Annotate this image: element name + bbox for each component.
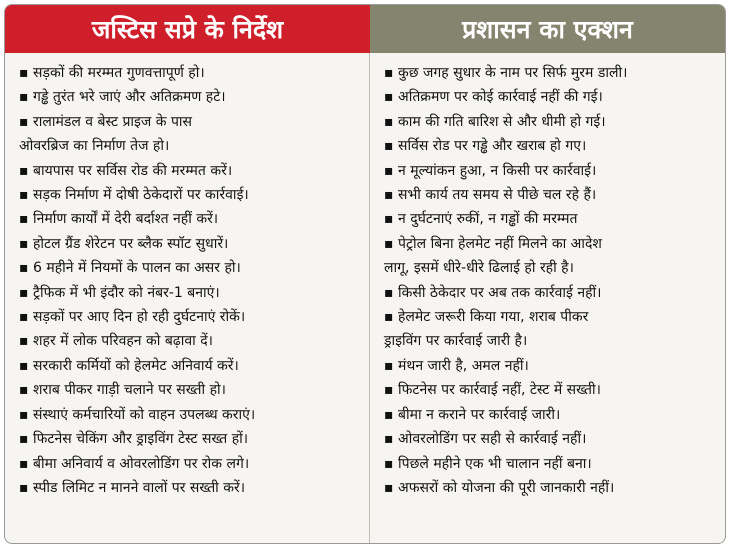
bullet-icon: ▪ [384,309,394,326]
bullet-icon: ▪ [384,382,394,399]
bullet-icon: ▪ [384,162,394,179]
directive-item [19,85,363,109]
action-item [384,183,719,207]
action-item [384,207,719,231]
bullet-icon: ▪ [19,235,29,252]
action-item [384,281,719,305]
action-item [384,305,719,354]
directive-item [19,256,363,280]
directives-list [5,53,370,543]
directive-text: स्पीड लिमिट न मानने वालों पर सख्ती करें। [33,479,246,496]
action-text: पिछले महीने एक भी चालान नहीं बना। [398,455,592,472]
action-text: ओवरलोडिंग पर सही से कार्रवाई नहीं। [398,431,587,448]
directive-text: गड्ढे तुरंत भरे जाएं और अतिक्रमण हटे। [33,89,226,106]
bullet-icon: ▪ [384,211,394,228]
directive-item [19,452,363,476]
action-item [384,476,719,500]
directive-item [19,61,363,85]
actions-heading: प्रशासन का एक्शन [370,5,725,53]
bullet-icon: ▪ [19,479,29,496]
directive-text: संस्थाएं कर्मचारियों को वाहन उपलब्ध कराएं। [33,406,256,423]
directive-item [19,378,363,402]
action-item [384,134,719,158]
action-item [384,354,719,378]
directive-text: रालामंडल व बेस्ट प्राइज के पास [33,113,193,130]
directive-text: सड़कों पर आए दिन हो रही दुर्घटनाएं रोकें। [33,309,246,326]
directive-text: सड़क निर्माण में दोषी ठेकेदारों पर कार्रवाई। [33,187,249,204]
header-row [5,5,725,53]
bullet-icon: ▪ [19,357,29,374]
directive-item [19,232,363,256]
directive-text: शहर में लोक परिवहन को बढ़ावा दें। [33,333,213,350]
bullet-icon: ▪ [19,113,29,130]
bullet-icon: ▪ [384,284,394,301]
directive-text: बायपास पर सर्विस रोड की मरम्मत करें। [33,162,233,179]
directive-item [19,183,363,207]
directive-text: 6 महीने में नियमों के पालन का असर हो। [33,260,241,277]
directive-text: ट्रैफिक में भी इंदौर को नंबर-1 बनाएं। [33,284,220,301]
directive-item [19,281,363,305]
action-item [384,232,719,281]
bullet-icon: ▪ [19,89,29,106]
action-item [384,61,719,85]
action-item [384,110,719,134]
action-text: काम की गति बारिश से और धीमी हो गई। [398,113,606,130]
directive-text: फिटनेस चेकिंग और ड्राइविंग टेस्ट सख्त हों। [33,431,249,448]
action-item [384,85,719,109]
bullet-icon: ▪ [384,138,394,155]
bullet-icon: ▪ [384,479,394,496]
bullet-icon: ▪ [384,357,394,374]
action-text-continued: लागू, इसमें धीरे-धीरे ढिलाई हो रही है। [384,260,574,277]
action-item [384,378,719,402]
directive-item [19,207,363,231]
action-text-continued: ड्राइविंग पर कार्रवाई जारी है। [384,333,528,350]
action-text: पेट्रोल बिना हेलमेट नहीं मिलने का आदेश [398,235,602,252]
action-text: कुछ जगह सुधार के नाम पर सिर्फ मुरम डाली। [398,65,628,81]
action-text: बीमा न कराने पर कार्रवाई जारी। [398,406,561,423]
action-text: हेलमेट जरूरी किया गया, शराब पीकर [398,309,589,326]
bullet-icon: ▪ [19,431,29,448]
bullet-icon: ▪ [19,382,29,399]
action-text: सर्विस रोड पर गड्ढे और खराब हो गए। [398,138,587,155]
bullet-icon: ▪ [384,65,394,81]
action-text: अफसरों को योजना की पूरी जानकारी नहीं। [398,479,615,496]
directive-text: बीमा अनिवार्य व ओवरलोडिंग पर रोक लगे। [33,455,250,472]
action-text: किसी ठेकेदार पर अब तक कार्रवाई नहीं। [398,284,602,301]
bullet-icon: ▪ [384,431,394,448]
action-text: फिटनेस पर कार्रवाई नहीं, टेस्ट में सख्ती। [398,382,601,399]
bullet-icon: ▪ [19,333,29,350]
directive-item [19,427,363,451]
comparison-box [4,4,726,544]
directive-text: सड़कों की मरम्मत गुणवत्तापूर्ण हो। [33,65,205,81]
directive-item [19,110,363,159]
action-item [384,159,719,183]
bullet-icon: ▪ [384,455,394,472]
directive-text: सरकारी कर्मियों को हेलमेट अनिवार्य करें। [33,357,239,374]
bullet-icon: ▪ [19,309,29,326]
bullet-icon: ▪ [384,113,394,130]
directive-item [19,354,363,378]
action-text: मंथन जारी है, अमल नहीं। [398,357,529,374]
action-text: न दुर्घटनाएं रुकीं, न गड्ढों की मरम्मत [398,211,578,228]
bullet-icon: ▪ [384,406,394,423]
directive-item [19,329,363,353]
bullet-icon: ▪ [19,284,29,301]
bullet-icon: ▪ [19,162,29,179]
directive-item [19,159,363,183]
directive-text: होटल ग्रैंड शेरेटन पर ब्लैक स्पॉट सुधारें। [33,235,229,252]
bullet-icon: ▪ [19,65,29,81]
directive-item [19,476,363,500]
bullet-icon: ▪ [384,187,394,204]
action-text: अतिक्रमण पर कोई कार्रवाई नहीं की गई। [398,89,603,106]
bullet-icon: ▪ [19,455,29,472]
action-text: सभी कार्य तय समय से पीछे चल रहे हैं। [398,187,597,204]
bullet-icon: ▪ [19,211,29,228]
action-item [384,403,719,427]
bullet-icon: ▪ [19,406,29,423]
action-item [384,452,719,476]
bullet-icon: ▪ [19,187,29,204]
directive-text: निर्माण कार्यों में देरी बर्दाश्त नहीं करें। [33,211,219,228]
directive-text: शराब पीकर गाड़ी चलाने पर सख्ती हो। [33,382,226,399]
bullet-icon: ▪ [384,89,394,106]
action-item [384,427,719,451]
action-text: न मूल्यांकन हुआ, न किसी पर कार्रवाई। [398,162,597,179]
directive-item [19,305,363,329]
actions-list [370,53,725,543]
bullet-icon: ▪ [19,260,29,277]
columns [5,53,725,543]
directive-item [19,403,363,427]
directive-text-continued: ओवरब्रिज का निर्माण तेज हो। [19,138,170,155]
directives-heading: जस्टिस सप्रे के निर्देश [5,5,370,53]
bullet-icon: ▪ [384,235,394,252]
